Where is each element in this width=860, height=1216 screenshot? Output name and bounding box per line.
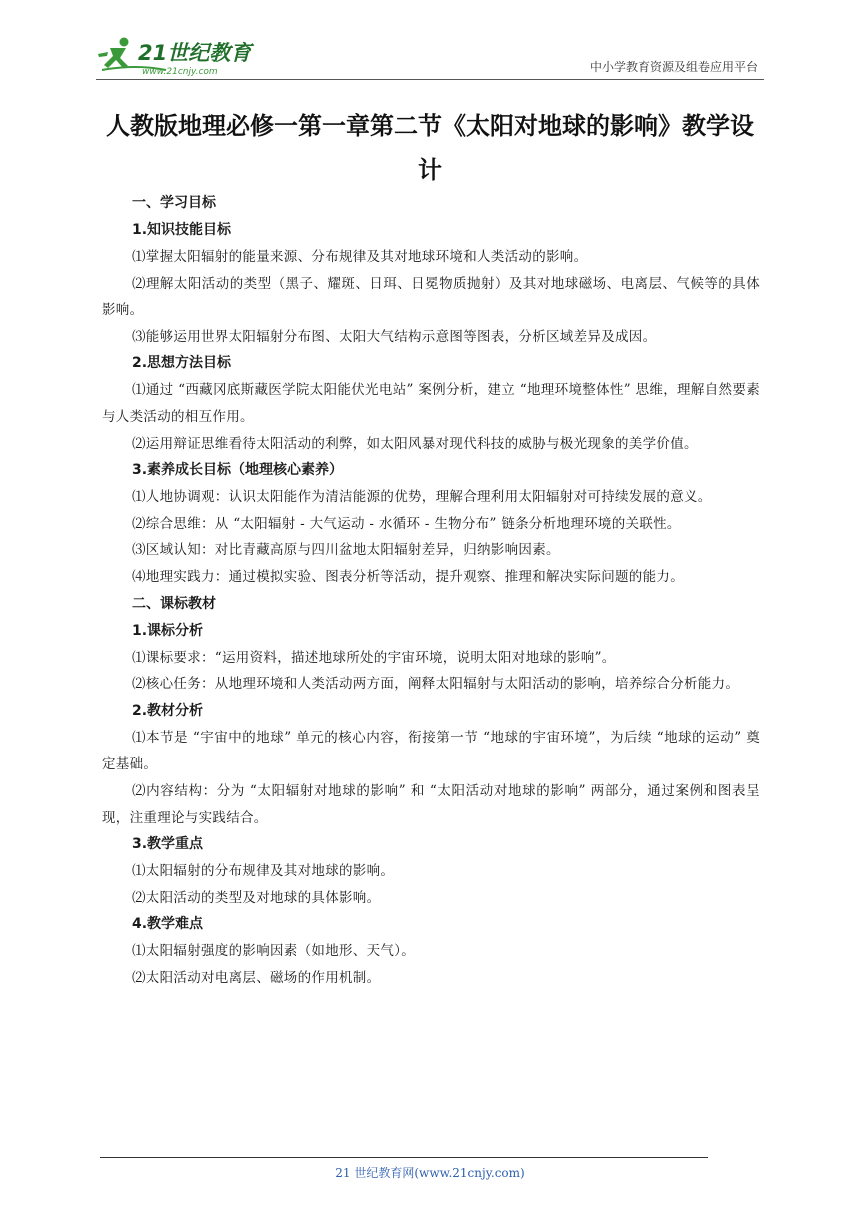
subsection-heading: 3.教学重点: [132, 836, 204, 853]
subsection-heading: 2.思想方法目标: [132, 355, 232, 372]
section-heading: 一、学习目标: [132, 195, 216, 211]
footer-divider: [100, 1157, 708, 1158]
paragraph: ⑷地理实践力：通过模拟实验、图表分析等活动，提升观察、推理和解决实际问题的能力。: [132, 568, 684, 585]
paragraph: ⑵综合思维：从 “太阳辐射 - 大气运动 - 水循环 - 生物分布” 链条分析地理环境的关联性。: [132, 515, 681, 532]
paragraph: ⑴人地协调观：认识太阳能作为清洁能源的优势，理解合理利用太阳辐射对可持续发展的意义。: [132, 489, 712, 506]
logo-url: www.21cnjy.com: [142, 67, 218, 77]
paragraph: ⑶区域认知：对比青藏高原与四川盆地太阳辐射差异，归纳影响因素。: [132, 542, 560, 559]
section-heading: 二、课标教材: [132, 595, 216, 612]
paragraph: ⑵太阳活动对电离层、磁场的作用机制。: [132, 969, 381, 986]
document-title: 人教版地理必修一第一章第二节《太阳对地球的影响》教学设计: [106, 112, 754, 184]
site-logo[interactable]: [96, 34, 266, 78]
document-body: [102, 190, 760, 991]
paragraph: ⑴通过 “西藏冈底斯藏医学院太阳能伏光电站” 案例分析，建立 “地理环境整体性” 思维，理解自然要素与人类活动的相互作用。: [102, 382, 760, 425]
paragraph: ⑵运用辩证思维看待太阳活动的利弊，如太阳风暴对现代科技的威胁与极光现象的美学价值。: [132, 435, 698, 452]
subsection-heading: 1.课标分析: [132, 622, 204, 639]
footer-link[interactable]: 21 世纪教育网(www.21cnjy.com): [335, 1166, 525, 1180]
subsection-heading: 3.素养成长目标（地理核心素养）: [132, 462, 344, 479]
subsection-heading: 1.知识技能目标: [132, 222, 232, 238]
paragraph: ⑵内容结构：分为 “太阳辐射对地球的影响” 和 “太阳活动对地球的影响” 两部分，通过案例和图表呈现，注重理论与实践结合。: [102, 782, 760, 826]
paragraph: ⑵理解太阳活动的类型（黑子、耀斑、日珥、日冕物质抛射）及其对地球磁场、电离层、气候等的具体影响。: [102, 275, 760, 319]
paragraph: ⑶能够运用世界太阳辐射分布图、太阳大气结构示意图等图表，分析区域差异及成因。: [132, 328, 657, 345]
paragraph: ⑴掌握太阳辐射的能量来源、分布规律及其对地球环境和人类活动的影响。: [132, 249, 588, 265]
paragraph: ⑵太阳活动的类型及对地球的具体影响。: [132, 889, 381, 906]
header-divider: [96, 79, 764, 80]
paragraph: ⑴本节是 “宇宙中的地球” 单元的核心内容，衔接第一节 “地球的宇宙环境”，为后续 “地球的运动” 奠定基础。: [102, 729, 760, 773]
logo-wordmark: 21世纪教育: [138, 41, 252, 65]
paragraph: ⑴课标要求：“运用资料，描述地球所处的宇宙环境，说明太阳对地球的影响”。: [132, 649, 616, 666]
paragraph: ⑴太阳辐射强度的影响因素（如地形、天气）。: [132, 943, 416, 960]
runner-logo-icon: [96, 34, 266, 78]
platform-name: 中小学教育资源及组卷应用平台: [589, 60, 758, 74]
paragraph: ⑴太阳辐射的分布规律及其对地球的影响。: [132, 863, 395, 880]
subsection-heading: 4.教学难点: [132, 916, 204, 933]
paragraph: ⑵核心任务：从地理环境和人类活动两方面，阐释太阳辐射与太阳活动的影响，培养综合分析能力。: [132, 676, 740, 693]
subsection-heading: 2.教材分析: [132, 702, 204, 719]
page-header: [96, 30, 764, 82]
